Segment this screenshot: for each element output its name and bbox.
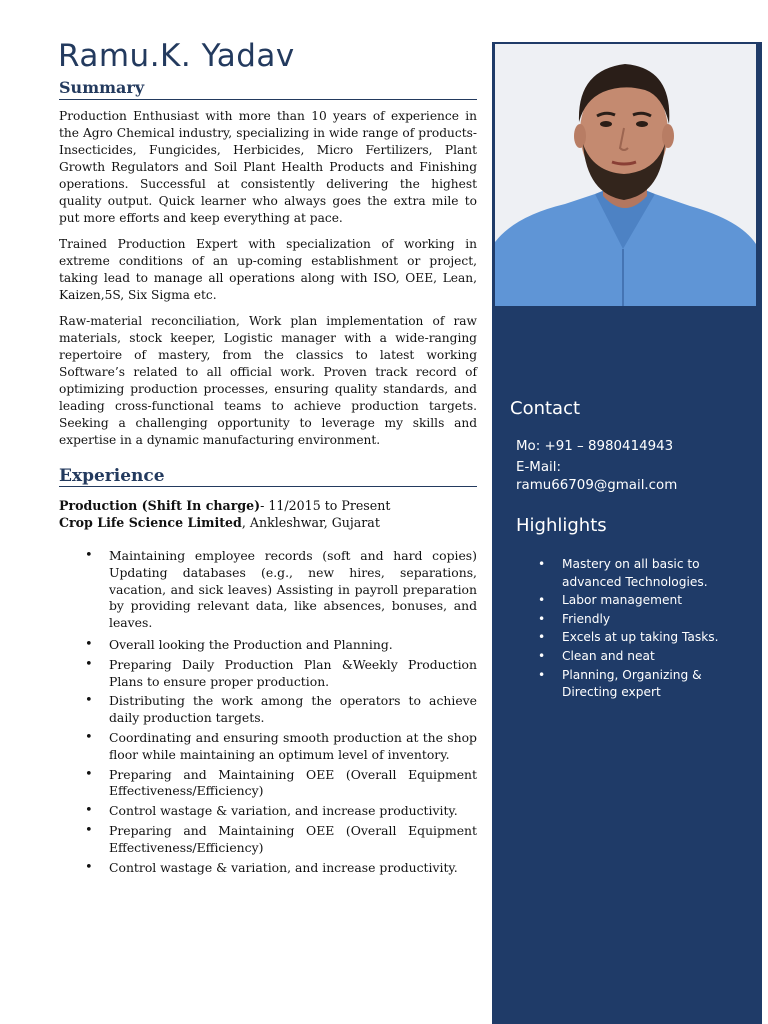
contact-email[interactable]: ramu66709@gmail.com (516, 478, 678, 493)
contact-mobile: Mo: +91 – 8980414943 (516, 439, 674, 454)
experience-bullet-text: Preparing and Maintaining OEE (Overall Equipment Effectiveness/Efficiency) (109, 766, 477, 799)
job-location: , Ankleshwar, Gujarat (241, 515, 380, 530)
bullet-icon: • (85, 766, 93, 782)
experience-bullet (87, 823, 477, 857)
experience-bullet (87, 767, 477, 801)
bullet-icon: • (85, 859, 93, 875)
experience-heading: Experience (59, 466, 477, 487)
bullet-icon: • (538, 611, 546, 626)
bullet-icon: • (85, 636, 93, 652)
experience-bullet-text: Distributing the work among the operators to achieve daily production targets. (109, 693, 477, 726)
highlight-text: Mastery on all basic to advanced Technologies. (562, 557, 708, 589)
summary-heading: Summary (59, 78, 477, 100)
highlight-item (538, 667, 748, 702)
profile-photo-illustration (495, 44, 756, 306)
highlight-text: Labor management (562, 593, 682, 608)
bullet-icon: • (85, 822, 93, 838)
experience-bullet (87, 548, 477, 632)
bullet-icon: • (85, 548, 93, 563)
experience-bullet-text: Preparing Daily Production Plan &Weekly Production Plans to ensure proper production. (109, 656, 477, 689)
experience-bullet (87, 637, 477, 654)
summary-paragraph-2: Trained Production Expert with specialization of working in extreme conditions of an up-coming establishment or project, taking lead to manage all operations along with ISO, OEE, Lean, Kaizen,5S, Six Sigma etc. (59, 237, 477, 302)
experience-bullet-list (87, 548, 477, 879)
candidate-name: Ramu.K. Yadav (58, 38, 295, 74)
highlight-item (538, 592, 748, 610)
experience-bullet-text: Maintaining employee records (soft and hard copies) Updating databases (e.g., new hires, separations, vacation, and sick leaves) Assisting in payroll preparation by providing relevant data, like absences, bonuses, and leaves. (109, 548, 477, 631)
bullet-icon: • (85, 803, 93, 819)
highlight-text: Excels at up taking Tasks. (562, 630, 719, 645)
job-company: Crop Life Science Limited (59, 515, 242, 530)
bullet-icon: • (85, 656, 93, 672)
experience-bullet (87, 803, 477, 820)
bullet-icon: • (85, 693, 93, 709)
experience-bullet-text: Overall looking the Production and Planning. (109, 636, 393, 652)
bullet-icon: • (85, 729, 93, 745)
summary-paragraph-3: Raw-material reconciliation, Work plan implementation of raw materials, stock keeper, Logistic manager with a wide-ranging repertoire of mastery, from the classics to latest working Software’s related to all official work. Proven track record of optimizing production processes, ensuring quality standards, and leading cross-functional teams to achieve production targets. Seeking a challenging opportunity to leverage my skills and expertise in a dynamic manufacturing environment. (59, 314, 477, 447)
job-role: Production (Shift In charge) (59, 498, 261, 513)
experience-bullet (87, 657, 477, 691)
profile-photo (495, 44, 756, 306)
highlights-heading: Highlights (516, 515, 607, 536)
job-title-line (59, 497, 477, 515)
highlight-text: Planning, Organizing & Directing expert (562, 667, 702, 700)
bullet-icon: • (538, 593, 546, 608)
bullet-icon: • (538, 667, 546, 682)
experience-bullet (87, 693, 477, 727)
experience-bullet-text: Preparing and Maintaining OEE (Overall Equipment Effectiveness/Efficiency) (109, 822, 477, 855)
contact-heading: Contact (510, 398, 581, 419)
job-company-line (59, 514, 477, 532)
experience-bullet-text: Coordinating and ensuring smooth production at the shop floor while maintaining an optimum level of inventory. (109, 729, 477, 762)
experience-bullet (87, 860, 477, 877)
bullet-icon: • (538, 648, 546, 663)
highlight-item (538, 556, 748, 591)
contact-email-label: E-Mail: (516, 460, 562, 475)
highlights-list (538, 556, 748, 703)
highlight-text: Friendly (562, 611, 611, 626)
highlight-text: Clean and neat (562, 648, 655, 663)
job-period: - 11/2015 to Present (260, 498, 391, 513)
summary-paragraph-1: Production Enthusiast with more than 10 years of experience in the Agro Chemical industry, specializing in wide range of products- Insecticides, Fungicides, Herbicides, Micro Fertilizers, Plant Growth Regulators and Soil Plant Health Products and Finishing operations. Successful at consistently delivering the highest quality output. Quick learner who always goes the extra mile to put more efforts and keep everything at pace. (59, 109, 477, 225)
bullet-icon: • (538, 630, 546, 645)
highlight-item (538, 629, 748, 647)
bullet-icon: • (538, 557, 546, 571)
experience-bullet (87, 730, 477, 764)
highlight-item (538, 611, 748, 629)
experience-bullet-text: Control wastage & variation, and increase productivity. (109, 859, 458, 875)
highlight-item (538, 648, 748, 666)
experience-bullet-text: Control wastage & variation, and increase productivity. (109, 803, 458, 819)
